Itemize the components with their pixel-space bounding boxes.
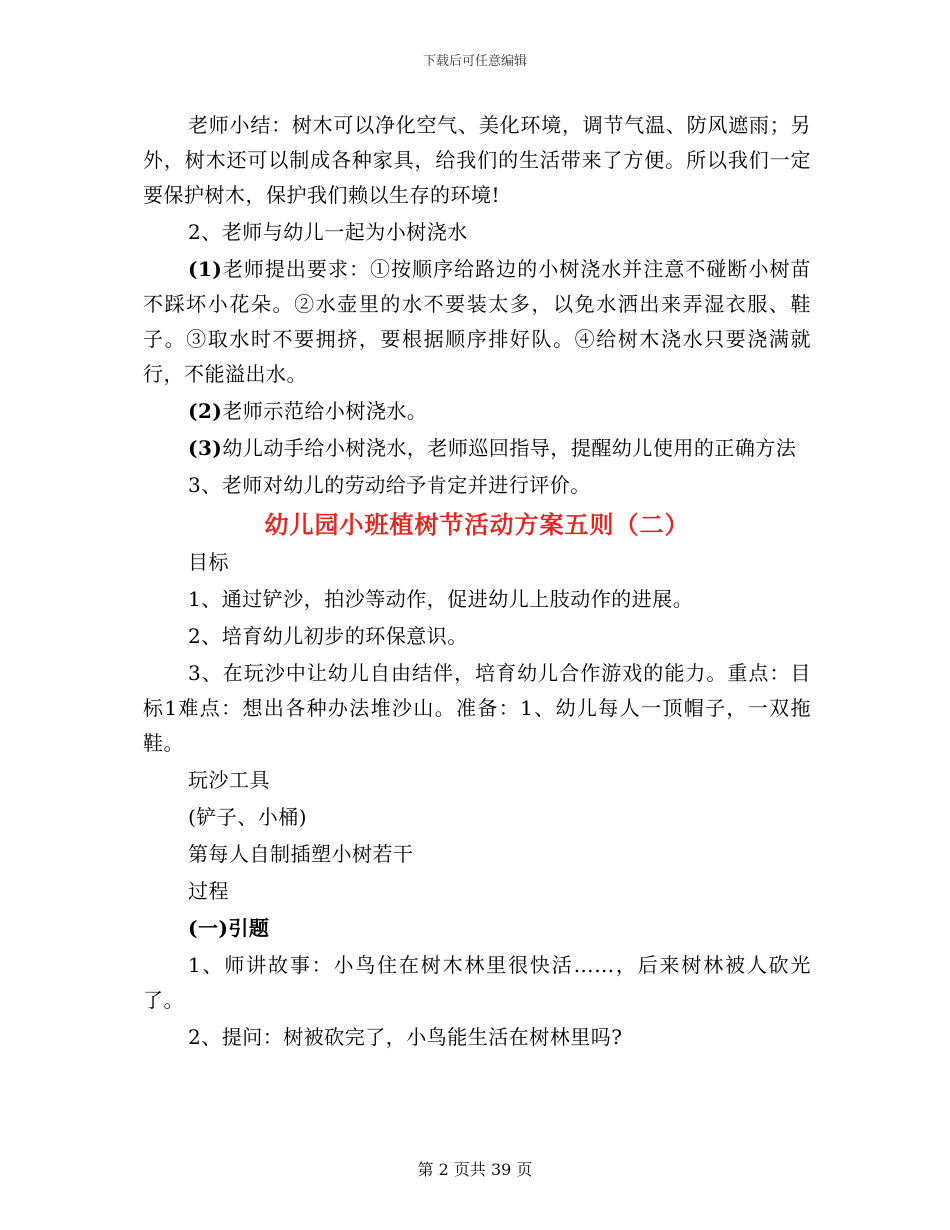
paragraph-question: 2、提问：树被砍完了，小鸟能生活在树林里吗?	[188, 1025, 623, 1049]
item-2-number: (2)	[188, 399, 223, 423]
page-header: 下载后可任意编辑	[422, 54, 527, 69]
section-title: 幼儿园小班植树节活动方案五则（二）	[264, 510, 690, 539]
paragraph-item-3	[143, 431, 811, 466]
paragraph-process-label: 过程	[188, 879, 229, 903]
item-3-number: (3)	[188, 436, 223, 460]
paragraph-evaluation: 3、老师对幼儿的劳动给予肯定并进行评价。	[188, 473, 591, 497]
paragraph-item-2	[143, 394, 811, 429]
paragraph-watering-step: 2、老师与幼儿一起为小树浇水	[188, 220, 468, 244]
paragraph-sand-tools: 玩沙工具	[188, 768, 270, 792]
item-3-text: 幼儿动手给小树浇水，老师巡回指导，提醒幼儿使用的正确方法	[222, 436, 797, 460]
paragraph-item-1	[143, 252, 811, 392]
document-body	[143, 108, 811, 1057]
paragraph-goal-2: 2、培育幼儿初步的环保意识。	[188, 624, 468, 648]
paragraph-goal-1: 1、通过铲沙，拍沙等动作，促进幼儿上肢动作的进展。	[188, 587, 694, 611]
paragraph-story: 1、师讲故事：小鸟住在树木林里很快活……，后来树林被人砍光了。	[143, 953, 811, 1012]
paragraph-teacher-summary: 老师小结：树木可以净化空气、美化环境，调节气温、防风遮雨；另外，树木还可以制成各种家具，给我们的生活带来了方便。所以我们一定要保护树木，保护我们赖以生存的环境!	[143, 113, 811, 207]
intro-heading: (一)引题	[188, 916, 270, 940]
paragraph-goal-3: 3、在玩沙中让幼儿自由结伴，培育幼儿合作游戏的能力。重点：目标1难点：想出各种办法堆沙山。准备：1、幼儿每人一顶帽子，一双拖鞋。	[143, 661, 811, 755]
paragraph-goal-label: 目标	[188, 550, 229, 574]
page-footer: 第 2 页共 39 页	[417, 1160, 533, 1179]
item-1-text: 老师提出要求：①按顺序给路边的小树浇水并注意不碰断小树苗不踩坏小花朵。②水壶里的水不要装太多，以免水洒出来弄湿衣服、鞋子。③取水时不要拥挤，要根据顺序排好队。④给树木浇水只要浇满就行，不能溢出水。	[143, 257, 811, 386]
paragraph-tools-list: (铲子、小桶)	[188, 805, 308, 829]
paragraph-plastic-trees: 第每人自制插塑小树若干	[188, 842, 414, 866]
item-2-text: 老师示范给小树浇水。	[222, 399, 428, 423]
item-1-number: (1)	[188, 257, 223, 281]
